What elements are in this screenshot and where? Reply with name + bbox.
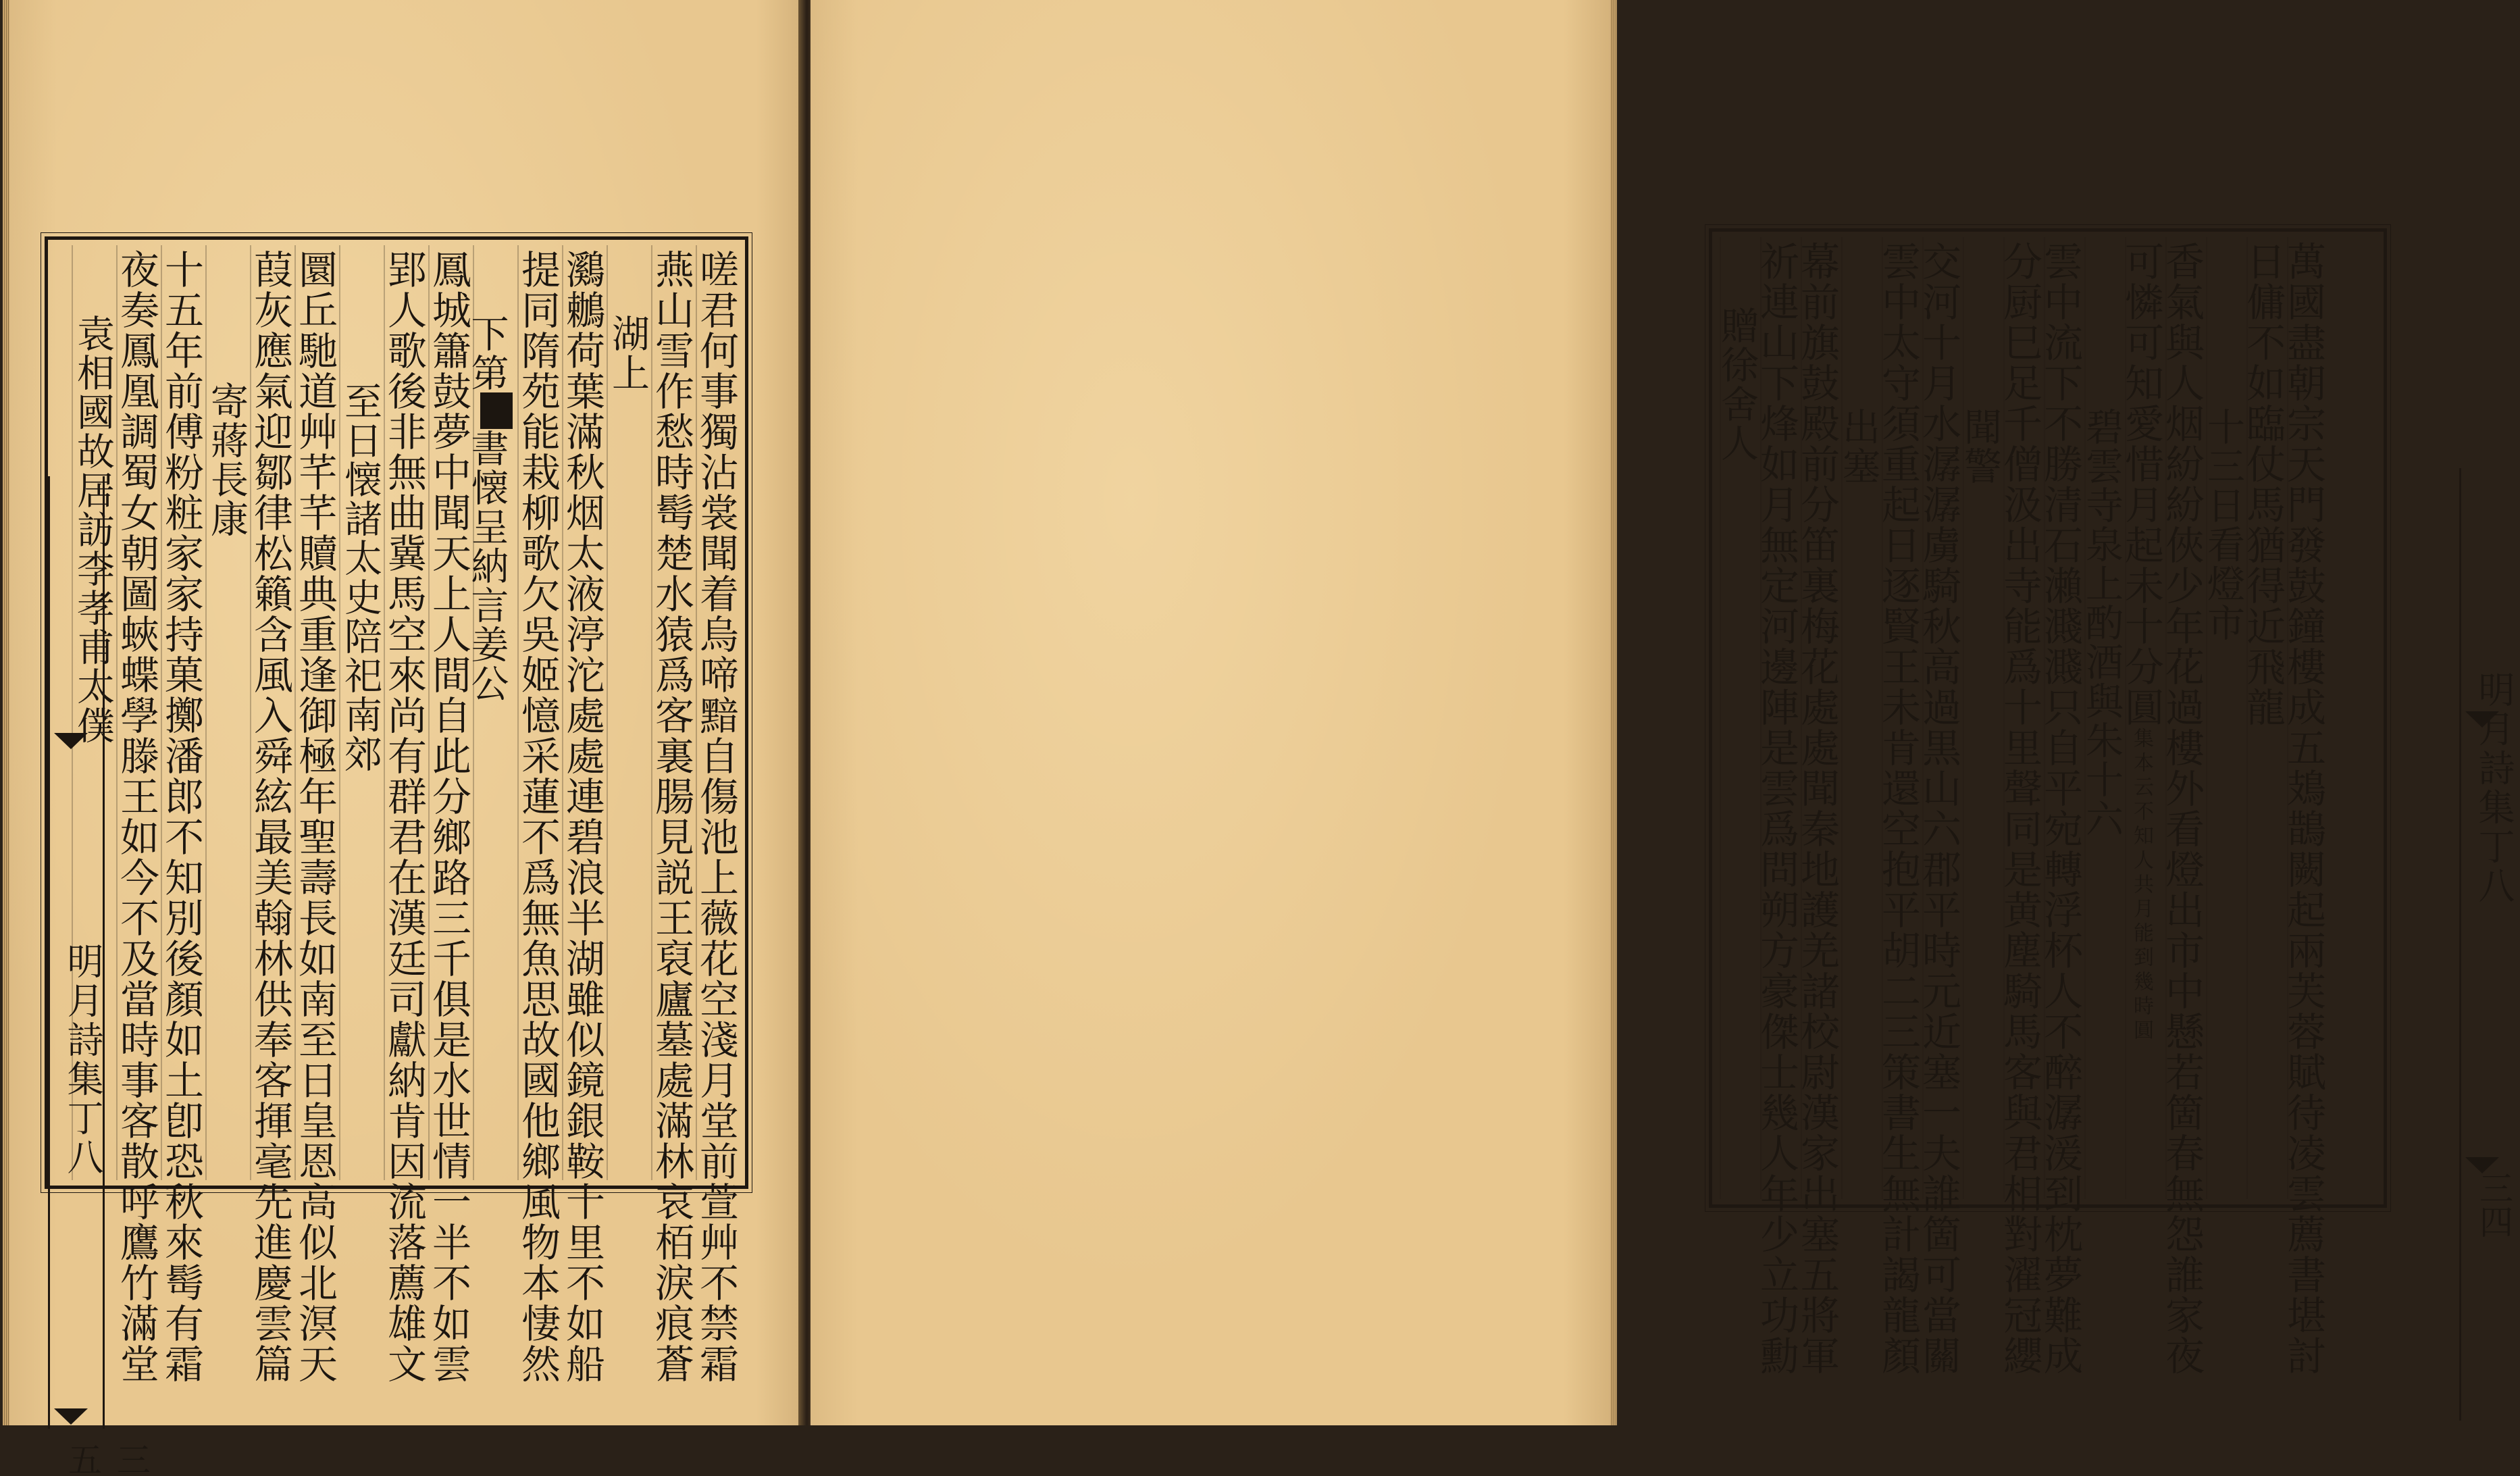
fishtail-mark-icon	[54, 1408, 88, 1425]
poem-line: 香氣與人烟紛紛俠少年花過樓外看燈出市中懸若箇春無怨誰家夜	[2159, 241, 2205, 1376]
column-rule	[1963, 237, 1964, 1199]
poem-line: 燕山雪作愁時髩楚水猿爲客裏腸見説王裒廬墓處滿林哀栢淚痕蒼	[648, 249, 694, 1384]
right-fore-edge-strip	[2459, 468, 2514, 1421]
left-page-edge	[3, 0, 9, 1425]
poem-title: 出塞	[1836, 407, 1880, 486]
poem-line: 雲中太守須重起日逐賢王未肯還空抱平胡二三策書生無計謁龍顏	[1875, 241, 1921, 1376]
poem-line	[2118, 232, 2164, 1214]
poem-line: 交河十月水潺潺虜騎秋高過黒山六郡平時元近塞一夫誰箇可當關	[1915, 241, 1961, 1376]
poem-title: 碧雲寺泉上酌酒與朱十六	[2080, 407, 2124, 838]
running-title: 明月詩集丁八	[61, 942, 104, 1177]
poem-title: 十三日看燈市	[2201, 407, 2245, 642]
left-page	[9, 0, 804, 1476]
poem-line: 葭灰應氣迎鄒律松籟含風入舜絃最美翰林供奉客揮毫先進慶雲篇	[247, 249, 293, 1384]
poem-line: 十五年前傅粉粧家家持菓擲潘郎不知別後顏如土卽恐秋來髩有霜	[158, 249, 204, 1384]
poem-title: 聞警	[1958, 407, 2002, 486]
title-part: 下第	[465, 314, 509, 392]
poem-title: 湖上	[606, 314, 650, 392]
right-page-edge	[1610, 0, 1617, 1425]
commentary-note: 集本云不知人共月能到幾時圓	[2130, 728, 2153, 1044]
poem-line: 幕前旗鼓殿前分笛裏梅花處處聞秦地護羌諸校尉漢家出塞五將軍	[1794, 241, 1840, 1376]
poem-title: 贈徐舍人	[1715, 306, 1759, 463]
poem-line: 日傭不如臨仗馬猶得近飛龍	[2240, 241, 2286, 728]
poem-line: 提同隋苑能栽柳歌欠吳姬憶采蓮不爲無魚思故國他鄉風物本悽然	[515, 249, 561, 1384]
page-number: 三五	[63, 1442, 151, 1476]
poem-title: 至日懐諸太史陪祀南郊	[338, 382, 382, 773]
poem-line: 圜丘馳道艸芊芊贖典重逢御極年聖壽長如南至日皇恩高似北溟天	[292, 249, 338, 1384]
ink-blot-icon	[480, 392, 513, 429]
left-text-block	[45, 236, 748, 1476]
poem-line: 分厨巳足千僧汲出寺能爲十里聲同是黄塵騎馬客與君相對濯冠纓	[1997, 241, 2042, 1376]
poem-title: 袁相國故居訪李孝甫太僕	[71, 314, 115, 745]
poem-line: 夜奏鳳凰調蜀女朝圖蛺蝶學滕王如今不及當時事客散呼鷹竹滿堂	[113, 249, 159, 1384]
poem-title: 寄蔣長康	[205, 382, 249, 538]
poem-line: 雲中流下不勝清石瀨濺濺只自平宛轉浮杯人不醉潺湲到枕夢難成	[2037, 241, 2083, 1376]
poem-line: 郢人歌後非無曲冀馬空來尚有群君在漢廷司獻納肯因流落薦雄文	[381, 249, 427, 1384]
title-part: 書懐呈納言姜公	[465, 429, 509, 703]
poem-line: 萬國盡朝宗天門發鼓鐘樓成五鳷鵲闕起兩芙蓉賦待凌雲薦書堪討	[2280, 241, 2326, 1376]
poem-line: 鸂鶒荷葉滿秋烟太液渟沱處處連碧浪半湖雖似鏡銀鞍十里不如船	[559, 249, 605, 1384]
right-page	[811, 0, 2515, 1425]
page-number: 三四	[2474, 1171, 2513, 1238]
poem-title	[465, 240, 513, 1260]
poem-line: 祈連山下烽如月無定河邊陣是雲爲問朔方豪傑士幾人年少立功勳	[1753, 241, 1799, 1376]
column-rule	[2206, 237, 2207, 1199]
poem-line: 鳳城簫鼓夢中聞天上人間自此分鄉路三千俱是水世情一半不如雲	[426, 249, 471, 1384]
poem-line: 嗟君何事獨沾裳聞着烏啼黯自傷池上薇花空淺月堂前萱艸不禁霜	[693, 249, 739, 1384]
line-text: 可憐可知愛惜月起未十分圓	[2118, 241, 2164, 728]
running-title: 明月詩集丁八	[2473, 671, 2515, 906]
right-text-block	[1709, 228, 2515, 1376]
column-rule	[1841, 237, 1843, 1199]
